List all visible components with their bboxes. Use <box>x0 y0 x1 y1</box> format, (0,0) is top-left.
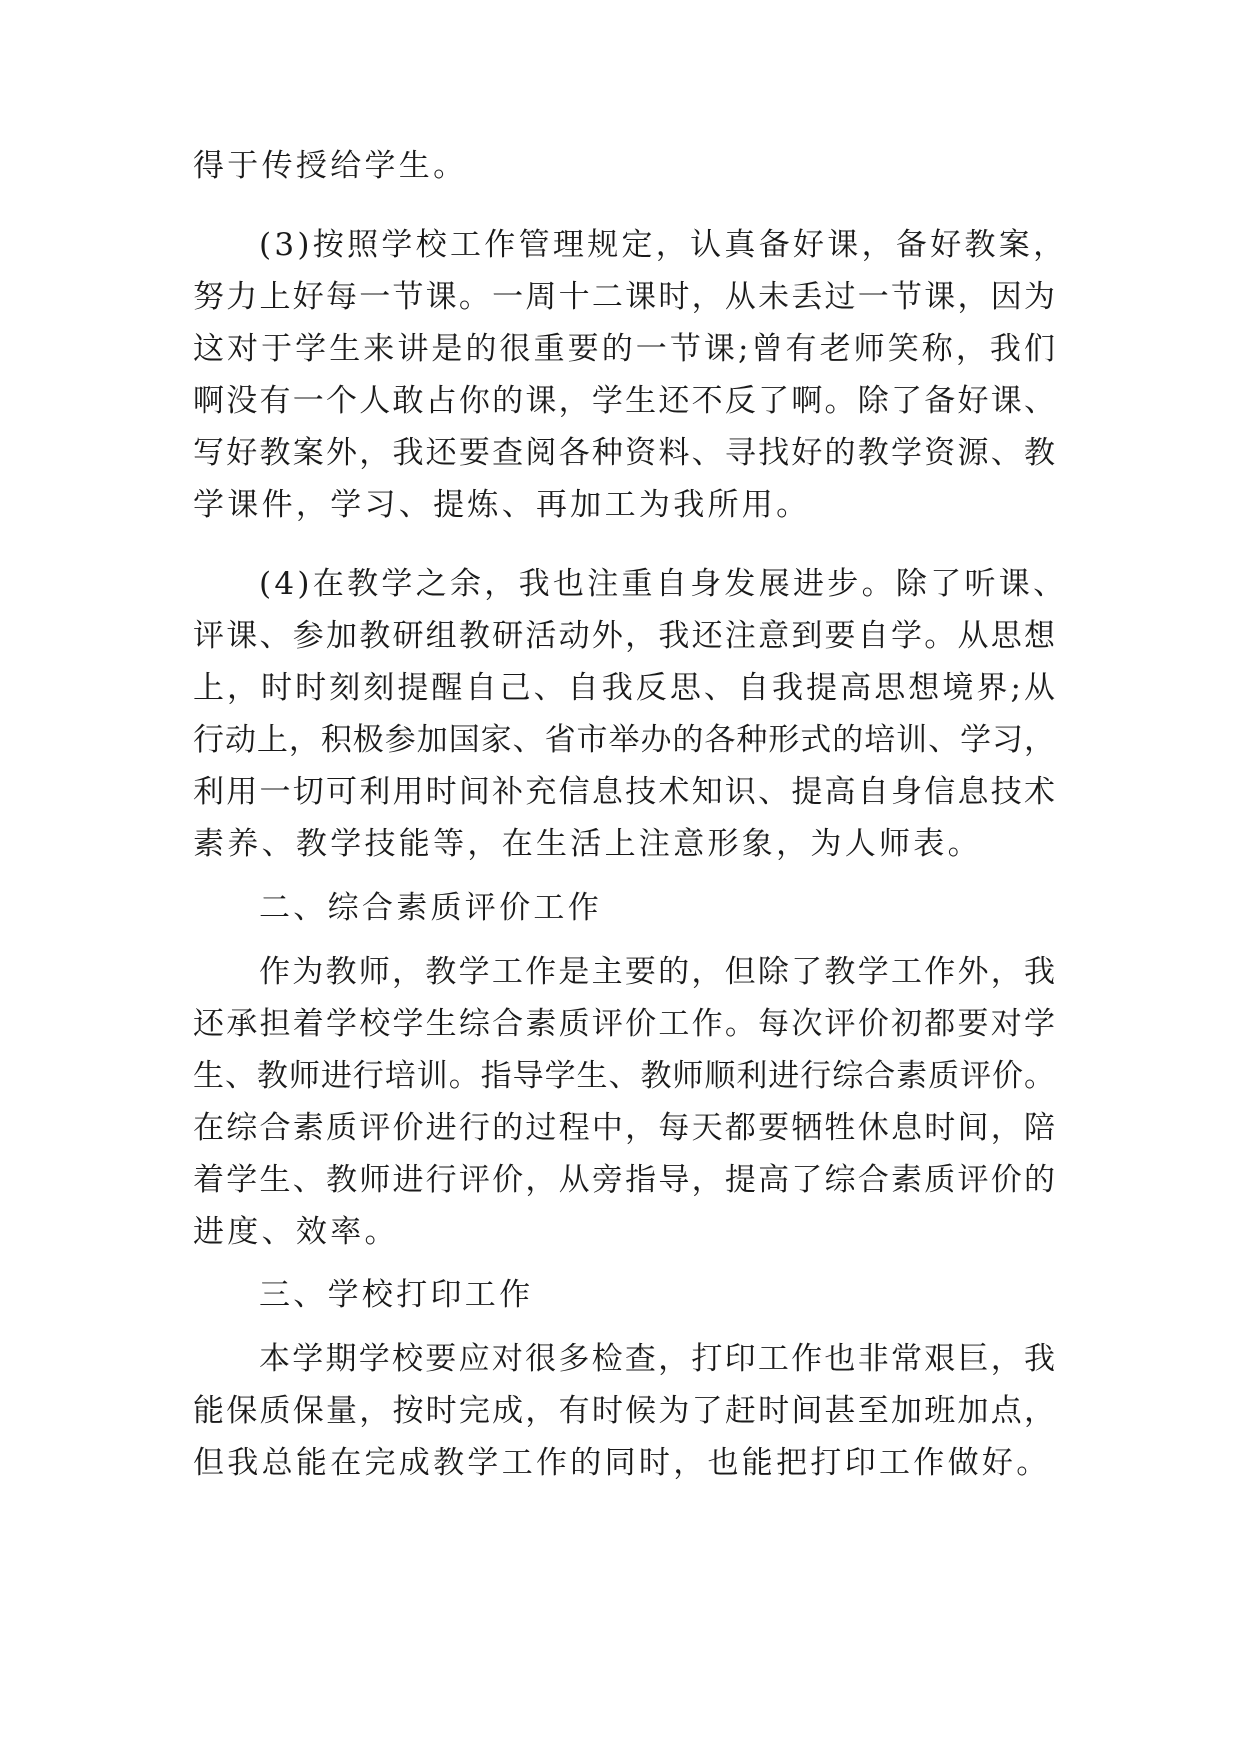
text-line: 在综合素质评价进行的过程中，每天都要牺牲休息时间，陪 <box>193 1110 1055 1146</box>
paragraph-3-first-line: (3)按照学校工作管理规定，认真备好课，备好教案， <box>259 227 1068 263</box>
section-heading-3: 三、学校打印工作 <box>259 1277 534 1313</box>
paragraph-4-first-line: (4)在教学之余，我也注重自身发展进步。除了听课、 <box>259 566 1068 602</box>
text-line: 评课、参加教研组教研活动外，我还注意到要自学。从思想 <box>193 618 1055 654</box>
text-line: 学课件，学习、提炼、再加工为我所用。 <box>193 487 811 523</box>
text-line: 努力上好每一节课。一周十二课时，从未丢过一节课，因为 <box>193 279 1055 315</box>
paragraph-first-line: 本学期学校要应对很多检查，打印工作也非常艰巨，我 <box>259 1341 1055 1377</box>
text-line: 能保质保量，按时完成，有时候为了赶时间甚至加班加点， <box>193 1393 1055 1429</box>
text-line: 这对于学生来讲是的很重要的一节课;曾有老师笑称，我们 <box>193 331 1055 367</box>
text-line: 得于传授给学生。 <box>193 148 468 184</box>
text-line: 上，时时刻刻提醒自己、自我反思、自我提高思想境界;从 <box>193 670 1055 706</box>
text-line: 生、教师进行培训。指导学生、教师顺利进行综合素质评价。 <box>193 1058 1055 1094</box>
text-line: 但我总能在完成教学工作的同时，也能把打印工作做好。 <box>193 1445 1051 1481</box>
text-line: 着学生、教师进行评价，从旁指导，提高了综合素质评价的 <box>193 1162 1055 1198</box>
text-line: 素养、教学技能等，在生活上注意形象，为人师表。 <box>193 826 982 862</box>
text-line: 利用一切可利用时间补充信息技术知识、提高自身信息技术 <box>193 774 1055 810</box>
text-line: 进度、效率。 <box>193 1214 399 1250</box>
text-line: 写好教案外，我还要查阅各种资料、寻找好的教学资源、教 <box>193 435 1055 471</box>
paragraph-first-line: 作为教师，教学工作是主要的，但除了教学工作外，我 <box>259 954 1055 990</box>
text-line: 行动上，积极参加国家、省市举办的各种形式的培训、学习， <box>193 722 1055 758</box>
text-line: 还承担着学校学生综合素质评价工作。每次评价初都要对学 <box>193 1006 1055 1042</box>
text-line: 啊没有一个人敢占你的课，学生还不反了啊。除了备好课、 <box>193 383 1055 419</box>
section-heading-2: 二、综合素质评价工作 <box>259 890 602 926</box>
